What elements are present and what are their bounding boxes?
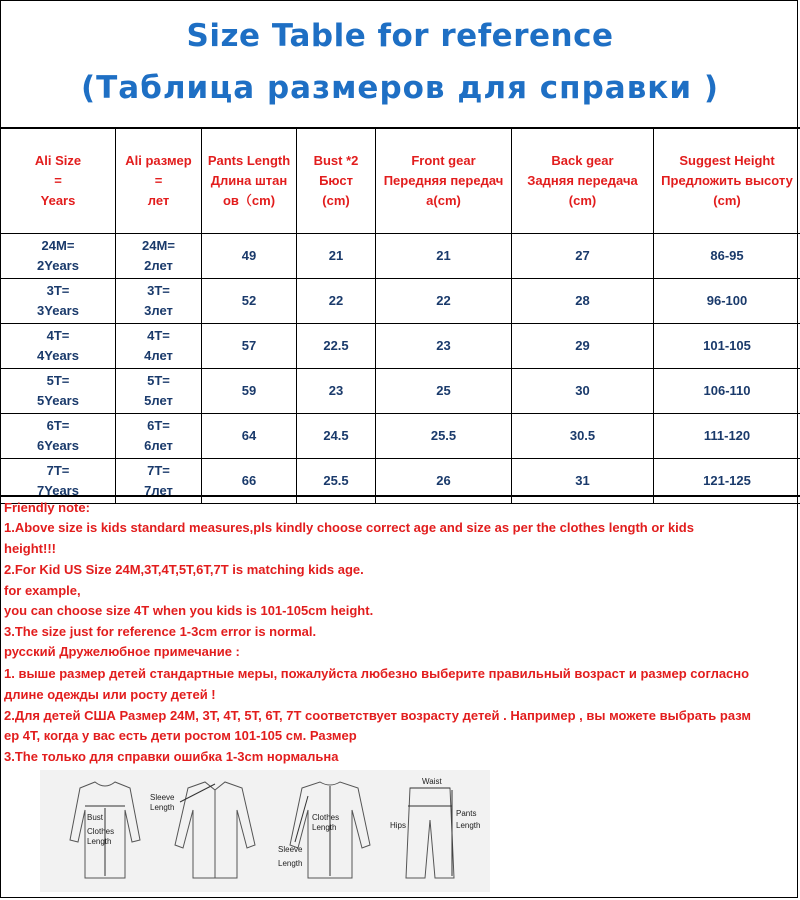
note-line: 3.The только для справки ошибка 1-3cm нормальна (4, 749, 339, 764)
note-line: длине одежды или росту детей ! (4, 687, 216, 702)
cell-back: 29 (512, 324, 654, 369)
cell-pants: 66 (202, 459, 297, 504)
title-russian: (Таблица размеров для справки ) (80, 70, 720, 106)
cell-back: 30.5 (512, 414, 654, 459)
table-row (1, 234, 800, 279)
cell-size-ru: 4T= 4лет (116, 324, 202, 369)
cell-back: 31 (512, 459, 654, 504)
cell-front: 22 (376, 279, 512, 324)
cell-bust: 22 (297, 279, 376, 324)
label-clothes2-a: Clothes (312, 813, 340, 822)
cell-bust: 22.5 (297, 324, 376, 369)
label-sleeve-b: Length (150, 803, 175, 812)
col-bust: Bust *2 Бюст (cm) (297, 129, 376, 234)
cell-height: 111-120 (654, 414, 800, 459)
garment-diagram (40, 770, 490, 892)
cell-size-ru: 6T= 6лет (116, 414, 202, 459)
col-ali-size: Ali Size = Years (1, 129, 116, 234)
header-divider (0, 127, 800, 129)
col-ali-size-ru: Ali размер = лет (116, 129, 202, 234)
cell-back: 30 (512, 369, 654, 414)
cell-pants: 49 (202, 234, 297, 279)
shirt-sleeve-drawing (175, 782, 255, 878)
cell-front: 25 (376, 369, 512, 414)
cell-pants: 57 (202, 324, 297, 369)
cell-bust: 24.5 (297, 414, 376, 459)
label-sleeve2-a: Sleeve (278, 845, 303, 854)
cell-back: 28 (512, 279, 654, 324)
note-line: you can choose size 4T when you kids is 101-105cm height. (4, 603, 374, 618)
label-clothes2-b: Length (312, 823, 337, 832)
cell-size: 5T= 5Years (1, 369, 116, 414)
size-table-header-row (1, 129, 800, 234)
label-sleeve-a: Sleeve (150, 793, 175, 802)
cell-height: 101-105 (654, 324, 800, 369)
cell-bust: 25.5 (297, 459, 376, 504)
cell-pants: 59 (202, 369, 297, 414)
cell-bust: 23 (297, 369, 376, 414)
size-table (0, 128, 800, 504)
cell-size: 4T= 4Years (1, 324, 116, 369)
cell-back: 27 (512, 234, 654, 279)
label-pants-b: Length (456, 821, 481, 830)
cell-pants: 64 (202, 414, 297, 459)
title-block (0, 0, 800, 128)
note-line: 1.Above size is kids standard measures,pls kindly choose correct age and size as per the clothes length or kids (4, 520, 694, 535)
label-clothes-length-b: Length (87, 837, 112, 846)
label-sleeve2-b: Length (278, 859, 303, 868)
note-line: height!!! (4, 541, 56, 556)
cell-front: 23 (376, 324, 512, 369)
table-row (1, 279, 800, 324)
cell-size: 24M= 2Years (1, 234, 116, 279)
label-clothes-length-a: Clothes (87, 827, 115, 836)
label-hips: Hips (390, 821, 407, 830)
cell-height: 86-95 (654, 234, 800, 279)
cell-pants: 52 (202, 279, 297, 324)
cell-size-ru: 24M= 2лет (116, 234, 202, 279)
note-line: Friendly note: (4, 500, 90, 515)
cell-size: 7T= 7Years (1, 459, 116, 504)
col-front-gear: Front gear Передняя передач а(cm) (376, 129, 512, 234)
cell-front: 26 (376, 459, 512, 504)
col-pants-length: Pants Length Длина штан ов（cm) (202, 129, 297, 234)
cell-height: 106-110 (654, 369, 800, 414)
cell-size: 6T= 6Years (1, 414, 116, 459)
label-waist: Waist (422, 777, 442, 786)
cell-size-ru: 7T= 7лет (116, 459, 202, 504)
table-row (1, 324, 800, 369)
cell-size-ru: 3T= 3лет (116, 279, 202, 324)
cell-front: 21 (376, 234, 512, 279)
cell-height: 121-125 (654, 459, 800, 504)
cell-front: 25.5 (376, 414, 512, 459)
cell-size-ru: 5T= 5лет (116, 369, 202, 414)
label-pants-a: Pants (456, 809, 477, 818)
table-row (1, 414, 800, 459)
table-bottom-divider (0, 495, 800, 497)
note-line: русский Дружелюбное примечание : (4, 644, 240, 659)
cell-size: 3T= 3Years (1, 279, 116, 324)
measurement-illustration (40, 770, 490, 892)
title-english: Size Table for reference (186, 18, 614, 54)
col-suggest-height: Suggest Height Предложить высоту (cm) (654, 129, 800, 234)
note-line: 1. выше размер детей стандартные меры, пожалуйста любезно выберите правильный возраст и размер согласно (4, 666, 750, 681)
note-line: 2.Для детей США Размер 24M, 3T, 4T, 5T, 6T, 7T соответствует возрасту детей . Например , вы можете выбрать разм (4, 708, 751, 723)
note-line: 3.The size just for reference 1-3cm error is normal. (4, 624, 317, 639)
cell-height: 96-100 (654, 279, 800, 324)
pants-drawing (406, 788, 454, 878)
note-line: ер 4T, когда у вас есть дети ростом 101-105 см. Размер (4, 728, 357, 743)
note-line: 2.For Kid US Size 24M,3T,4T,5T,6T,7T is matching kids age. (4, 562, 364, 577)
col-back-gear: Back gear Задняя передача (cm) (512, 129, 654, 234)
table-row (1, 369, 800, 414)
cell-bust: 21 (297, 234, 376, 279)
label-bust: Bust (87, 813, 104, 822)
note-line: for example, (4, 583, 81, 598)
